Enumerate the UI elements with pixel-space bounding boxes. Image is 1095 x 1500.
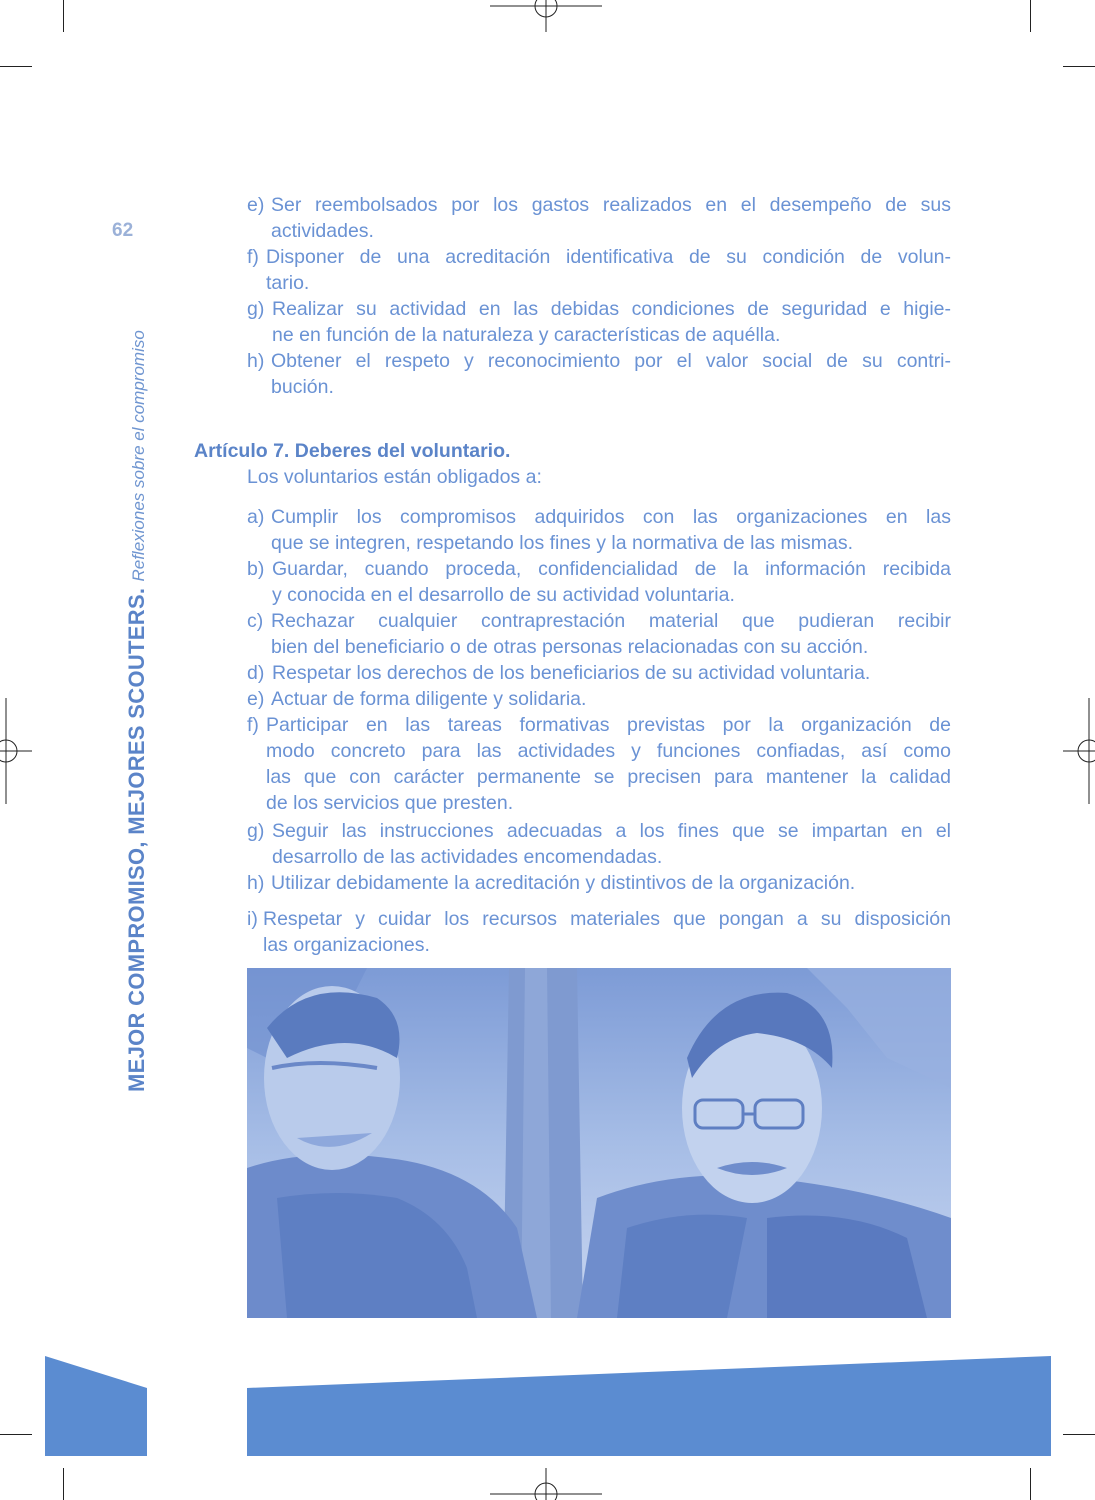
list-item [247, 556, 951, 608]
list-item-label: e) [247, 688, 265, 710]
list-item [247, 192, 951, 244]
list-item-label: b) [247, 558, 265, 580]
list-item-text: bien del beneficiario o de otras personas relacionadas con su acción. [271, 636, 869, 658]
list-item-label: h) [247, 872, 265, 894]
list-item-label: h) [247, 350, 265, 372]
list-item-text: Utilizar debidamente la acreditación y distintivos de la organización. [271, 872, 856, 894]
crop-mark [0, 66, 32, 67]
list-item-text: actividades. [271, 220, 374, 242]
list-item-text: tario. [266, 272, 310, 294]
list-item-text: Realizar su actividad en las debidas condiciones de seguridad e higie- [272, 298, 951, 320]
list-item-text: Seguir las instrucciones adecuadas a los fines que se impartan en el [272, 820, 951, 842]
list-item-text: modo concreto para las actividades y funciones confiadas, así como [266, 740, 951, 762]
list-item [247, 686, 951, 712]
list-item [247, 660, 951, 686]
list-item [247, 296, 951, 348]
article-heading: Artículo 7. Deberes del voluntario. [194, 440, 511, 462]
decorative-band [45, 1356, 147, 1456]
crop-mark [63, 0, 64, 32]
list-item [247, 906, 951, 958]
running-title-italic: Reflexiones sobre el compromiso [129, 330, 148, 582]
list-item [247, 608, 951, 660]
list-item-label: f) [247, 246, 259, 268]
crop-mark [0, 1434, 32, 1435]
list-item-label: i) [247, 908, 258, 930]
list-item [247, 818, 951, 870]
list-item-text: Respetar y cuidar los recursos materiales que pongan a su disposición [263, 908, 951, 930]
list-item-label: g) [247, 820, 265, 842]
list-item-label: f) [247, 714, 259, 736]
list-item-text: Respetar los derechos de los beneficiarios de su actividad voluntaria. [272, 662, 871, 684]
photo-illustration [247, 968, 951, 1318]
photo [247, 968, 951, 1318]
list-item-label: e) [247, 194, 265, 216]
list-item-text: las organizaciones. [263, 934, 430, 956]
decorative-band [247, 1356, 1051, 1456]
article-intro: Los voluntarios están obligados a: [247, 466, 542, 488]
list-item-text: y conocida en el desarrollo de su actividad voluntaria. [272, 584, 735, 606]
list-item-label: a) [247, 506, 265, 528]
crop-mark [63, 1468, 64, 1500]
list-item-label: d) [247, 662, 265, 684]
list-item-text: Obtener el respeto y reconocimiento por el valor social de su contri- [271, 350, 951, 372]
list-item-text: ne en función de la naturaleza y características de aquélla. [272, 324, 781, 346]
list-item-text: Ser reembolsados por los gastos realizados en el desempeño de sus [271, 194, 951, 216]
crop-mark [1030, 0, 1031, 32]
registration-mark-icon [0, 698, 32, 804]
list-item-text: las que con carácter permanente se precisen para mantener la calidad [266, 766, 951, 788]
list-item-label: g) [247, 298, 265, 320]
page-number: 62 [112, 220, 134, 241]
list-item-text: Rechazar cualquier contraprestación material que pudieran recibir [271, 610, 951, 632]
registration-mark-icon [1063, 698, 1095, 804]
registration-mark-icon [490, 1468, 602, 1500]
list-item-text: de los servicios que presten. [266, 792, 514, 814]
registration-mark-icon [490, 0, 602, 32]
running-title [126, 330, 148, 1092]
crop-mark [1063, 66, 1095, 67]
list-item-text: Guardar, cuando proceda, confidencialidad de la información recibida [272, 558, 951, 580]
list-item [247, 244, 951, 296]
crop-mark [1030, 1468, 1031, 1500]
list-item-text: Actuar de forma diligente y solidaria. [271, 688, 587, 710]
list-item [247, 870, 951, 896]
list-item [247, 712, 951, 816]
list-item-text: Participar en las tareas formativas previstas por la organización de [266, 714, 951, 736]
list-item-text: desarrollo de las actividades encomendadas. [272, 846, 663, 868]
list-item-text: Cumplir los compromisos adquiridos con las organizaciones en las [271, 506, 951, 528]
list-item [247, 348, 951, 400]
running-title-bold: MEJOR COMPROMISO, MEJORES SCOUTERS. [124, 587, 149, 1092]
list-item-label: c) [247, 610, 264, 632]
list-item-text: bución. [271, 376, 334, 398]
crop-mark [1063, 1434, 1095, 1435]
list-item-text: Disponer de una acreditación identificativa de su condición de volun- [266, 246, 951, 268]
list-item-text: que se integren, respetando los fines y la normativa de las mismas. [271, 532, 854, 554]
list-item [247, 504, 951, 556]
